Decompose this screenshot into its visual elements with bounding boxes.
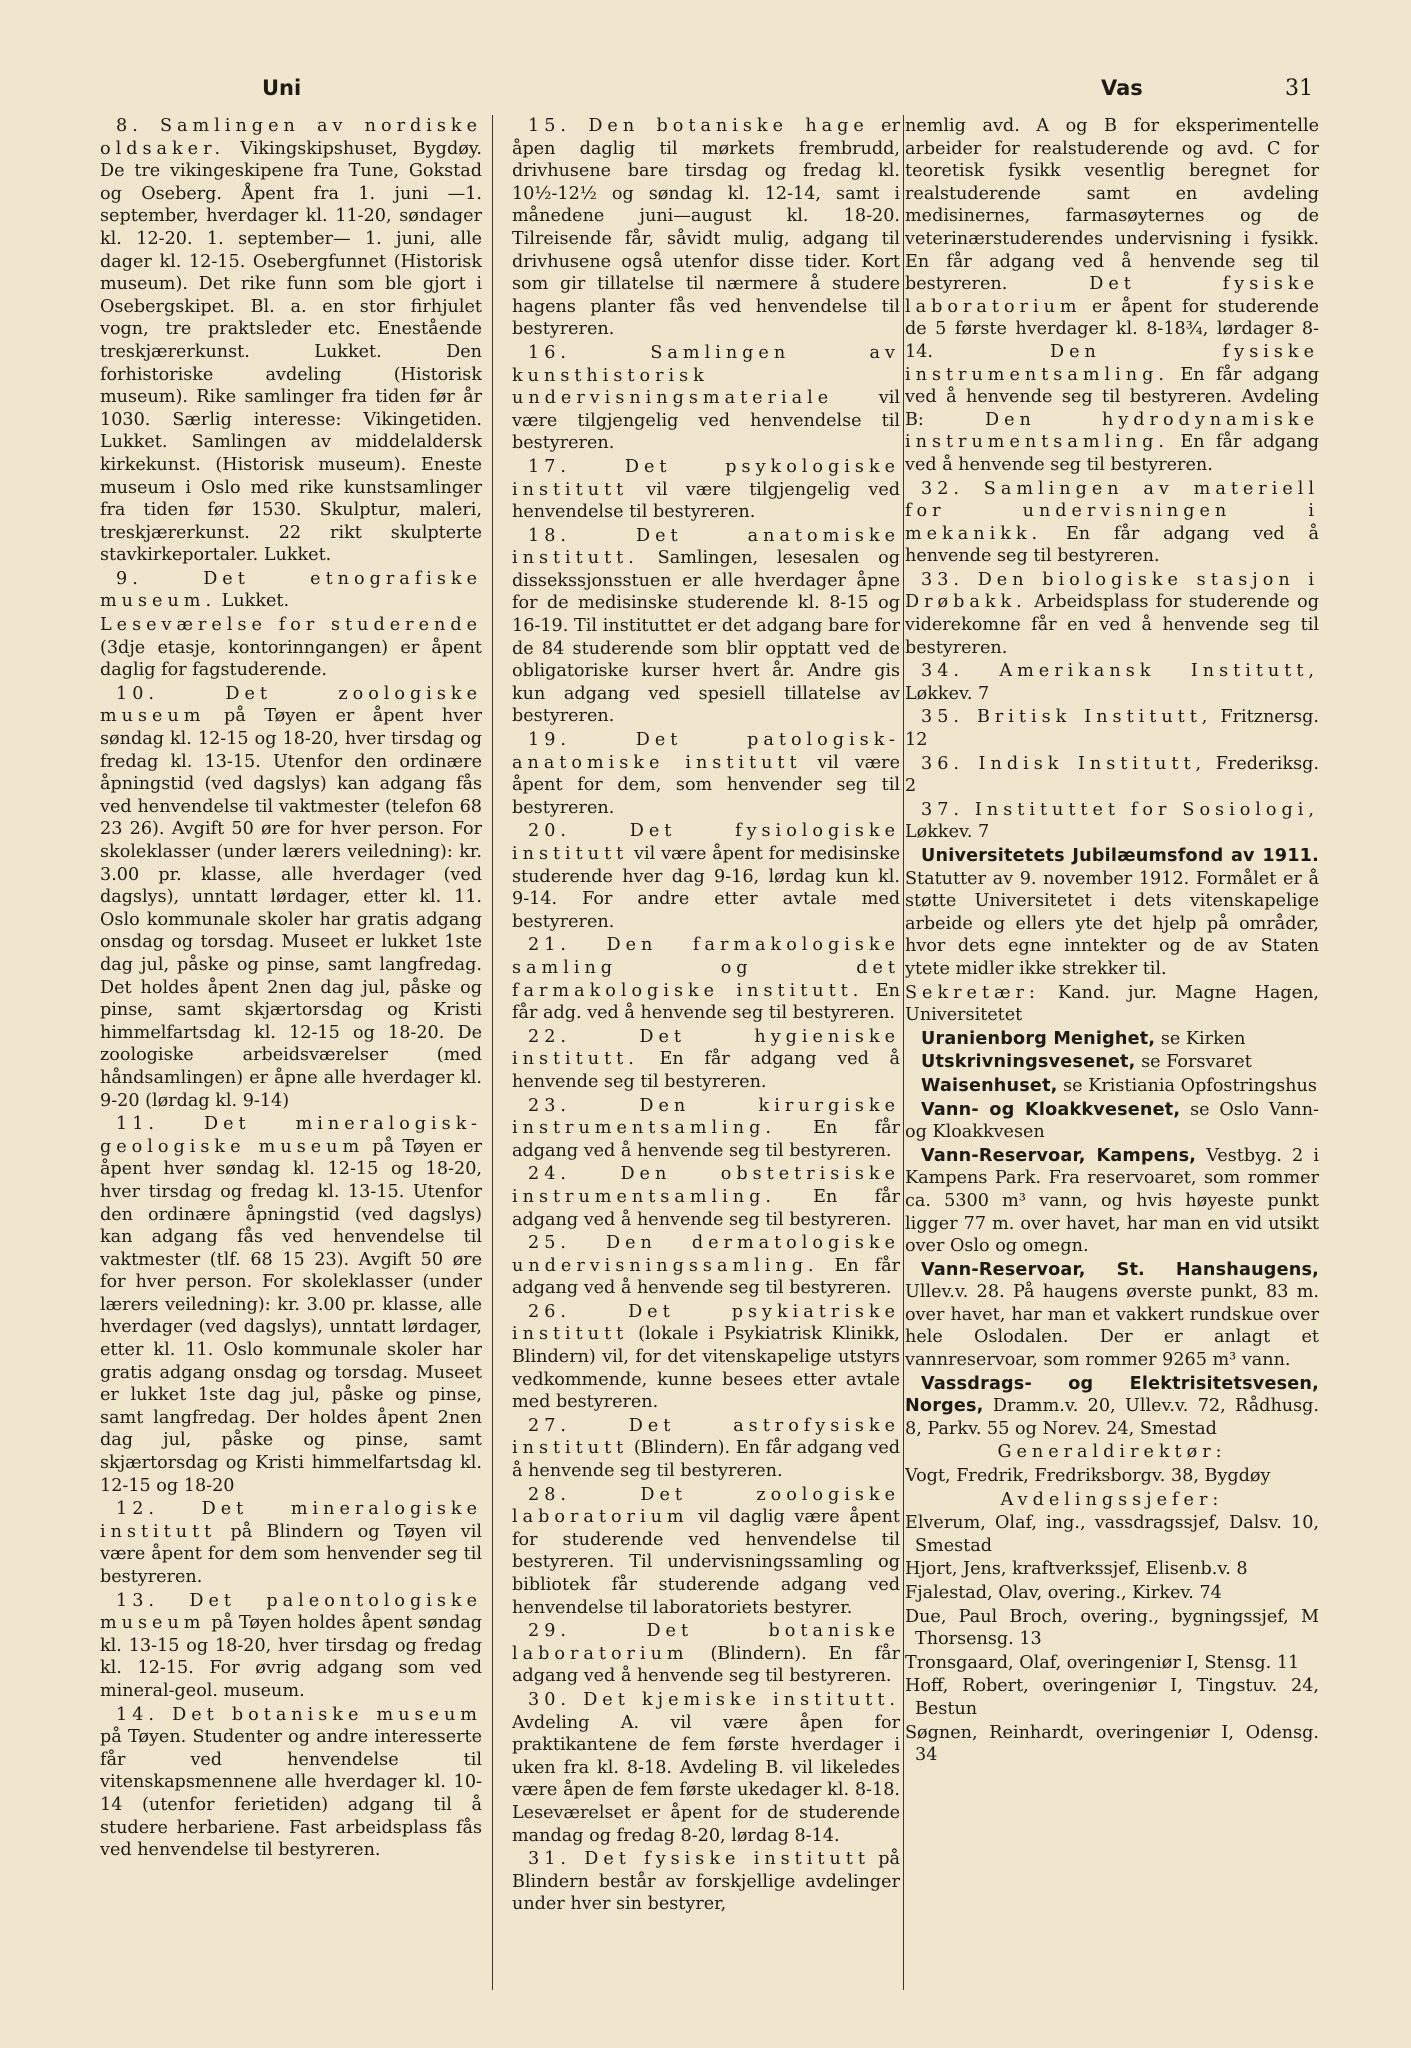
entry-text: Hoff, Robert, overingeniør I, Tingstuv. 24, Bestun [905, 1676, 1319, 1719]
entry-keyword: Vann-Reservoar, St. Hanshaugens, [921, 1259, 1319, 1280]
entry-text: Statutter av 9. november 1912. Formålet er å støtte Universitetet i dets vitenskapelige arbeide og ellers yte det hjelp på områder, hvor dets egne inntekter og de av Staten ytete midler ikke strekker til. [905, 868, 1319, 979]
entry-keyword: Universitetets Jubilæumsfond av 1911. [921, 846, 1319, 866]
entry-paragraph [512, 1232, 900, 1300]
entry-heading: 18. Det anatomiske institutt. [512, 525, 900, 569]
entry-paragraph [512, 1095, 900, 1163]
entry-heading: 32. Samlingen av materiell for undervisningen i mekanikk. [905, 478, 1319, 544]
entry-text: se Oslo Vann- og Kloakkvesen [905, 1099, 1319, 1143]
entry-text: er åpent for studerende de 5 første hverdager kl. 8-18¾, lørdager 8-14. [905, 296, 1319, 362]
entry-text: En får adgang ved å henvende seg til bestyreren. [512, 1255, 900, 1299]
entry-text: Tronsgaard, Olaf, overingeniør I, Stensg. 11 [905, 1652, 1300, 1673]
entry-text: En får adgang ved å henvende seg til bestyreren. [512, 1118, 900, 1161]
entry-text: på Blindern består av forskjellige avdelinger under hver sin bestyrer, [512, 1849, 900, 1915]
entry-text: på Tøyen er åpent hver søndag kl. 12-15 og 18-20, hver tirsdag og fredag kl. 13-15. Utenfor den ordinære åpningstid (ved dagslys) kan adgang fås ved henvendelse til vaktmester (tlf. 68 15 23). Avgift 50 øre for hver person. For skoleklasser (under lærers veiledning): kr. 3.00 pr. klasse, alle hverdager (ved dagslys), unntatt lørdager, etter kl. 11. Oslo kommunale skoler har gratis adgang onsdag og torsdag. Museet er lukket 1ste dag jul, påske og pinse, samt langfredag. Der holdes åpent 2nen dag jul, påske og pinse, samt skjærtorsdag og Kristi himmelfartsdag kl. 12-15 og 18-20 [100, 1136, 482, 1496]
entry-text: vil være tilgjengelig ved henvendelse til bestyreren. [512, 388, 900, 454]
entry-text: Dramm.v. 20, Ullev.v. 72, Rådhusg. 8, Parkv. 55 og Norev. 24, Smestad [905, 1396, 1319, 1439]
entry-text: Frederiksg. 2 [905, 753, 1319, 797]
entry-heading: 37. Instituttet for Sosiologi, [921, 799, 1319, 820]
section-heading: Avdelingssjefer: [1000, 1489, 1224, 1510]
entry-paragraph [905, 660, 1319, 705]
entry-paragraph [512, 1848, 900, 1916]
entry-heading: 12. Det mineralogiske institutt [100, 1499, 482, 1542]
entry-paragraph [512, 115, 900, 341]
entry-keyword: Vann-Reservoar, Kampens, [921, 1145, 1197, 1166]
entry-paragraph [905, 753, 1319, 798]
entry-heading: Den hydrodynamiske instrumentsamling. [905, 409, 1319, 453]
entry-paragraph [905, 982, 1319, 1027]
entry-keyword: Uranienborg Menighet, [921, 1028, 1156, 1049]
entry-text: (lokale i Psykiatrisk Klinikk, Blindern) vil, for det vitenskapelige utstyrs vedkommende, kunne besees etter avtale med bestyreren. [512, 1324, 900, 1413]
entry-heading: Sekretær: [905, 982, 1040, 1003]
entry-text: nemlig avd. A og B for eksperimentelle arbeider for realstuderende og avd. C for teoretisk fysikk vesentlig beregnet for realstuderende samt en avdeling medisinernes, farmasøyternes og de veterinærstuderendes undervisning i fysikk. En får adgang ved å henvende seg til bestyreren. [905, 116, 1319, 295]
entry-text: Samlingen, lesesalen og dissekssjonsstuen er alle hverdager åpne for de medisinske studerende kl. 8-15 og 16-19. Til instituttet er det adgang bare for de 84 studerende som blir opptatt ved de obligatoriske kurser hvert år. Andre gis kun adgang ved spesiell tillatelse av bestyreren. [512, 548, 900, 727]
entry-paragraph [905, 1558, 1319, 1581]
entry-text: se Forsvaret [1135, 1052, 1252, 1073]
entry-heading: 14. Det botaniske museum [116, 1704, 482, 1725]
entry-paragraph [905, 1489, 1319, 1512]
entry-paragraph [905, 1099, 1319, 1144]
entry-text: En får adgang ved å henvende seg til bestyreren. [905, 523, 1319, 567]
entry-text: En får adgang ved å henvende seg til bestyreren. Avdeling B: [905, 364, 1319, 430]
entry-paragraph [512, 1163, 900, 1231]
entry-text: Vestbyg. 2 i Kampens Park. Fra reservoaret, som rommer ca. 5300 m³ vann, og hvis høyeste punkt ligger 77 m. over havet, har man en vid utsikt over Oslo og omegn. [905, 1145, 1319, 1257]
entry-text: En får adgang ved å henvende seg til bestyreren. [512, 1049, 900, 1092]
entry-heading: 8. Samlingen av nordiske oldsaker. [100, 116, 482, 159]
entry-paragraph [905, 1722, 1319, 1767]
entry-heading: 15. Den botaniske hage [528, 116, 869, 136]
entry-keyword: Utskrivningsvesenet, [921, 1052, 1136, 1073]
entry-heading: 19. Det patologisk-anatomiske institutt [512, 730, 900, 773]
entry-text: Løkkev. 7 [905, 822, 990, 843]
entry-heading: 9. Det etnografiske museum. [100, 568, 482, 612]
entry-paragraph [512, 1484, 900, 1620]
entry-text: vil være åpent for medisinske studerende hver dag 9-16, lørdag kun kl. 9-14. For andre etter avtale med bestyreren. [512, 844, 900, 932]
header-left-guide-word: Uni [262, 76, 302, 100]
entry-paragraph [512, 342, 900, 455]
page-number: 31 [1285, 76, 1313, 101]
entry-paragraph [905, 1259, 1319, 1372]
entry-text: Vogt, Fredrik, Fredriksborgv. 38, Bygdøy [905, 1466, 1271, 1487]
entry-heading: 31. Det fysiske institutt [528, 1849, 870, 1870]
entry-heading: 34. Amerikansk Institutt, [921, 661, 1319, 682]
text-column-3 [905, 115, 1319, 1995]
entry-heading: 11. Det mineralogisk-geologiske museum [100, 1114, 482, 1157]
entry-paragraph [512, 729, 900, 819]
entry-paragraph [905, 1441, 1319, 1464]
entry-text: på Tøyen. Studenter og andre interesserte får ved henvendelse til vitenskapsmennene alle hverdager kl. 10-14 (utenfor ferietiden) adgang til å studere herbariene. Fast arbeidsplass fås ved henvendelse til bestyreren. [100, 1727, 482, 1861]
entry-heading: 24. Den obstetrisiske instrumentsamling. [512, 1164, 900, 1207]
entry-paragraph [905, 1512, 1319, 1557]
entry-paragraph [100, 1113, 482, 1497]
entry-text: vil være tilgjengelig ved henvendelse til bestyreren. [512, 479, 900, 523]
entry-keyword: Waisenhuset, [921, 1075, 1058, 1096]
entry-paragraph [100, 683, 482, 1112]
entry-text: Elverum, Olaf, ing., vassdragssjef, Dalsv. 10, Smestad [905, 1513, 1319, 1556]
entry-text: En får adgang ved å henvende seg til bestyreren. [512, 1186, 900, 1230]
entry-text: vil daglig være åpent for studerende ved henvendelse til bestyreren. Til undervisningssamling og bibliotek får studerende adgang ved henvendelse til laboratoriets bestyrer. [512, 1507, 900, 1618]
entry-text: Lukket. [216, 591, 290, 612]
entry-text: (3dje etasje, kontorinngangen) er åpent daglig for fagstuderende. [100, 637, 482, 681]
entry-text: Søgnen, Reinhardt, overingeniør I, Odensg. 34 [905, 1722, 1319, 1766]
entry-text: Ullev.v. 28. På haugens øverste punkt, 83 m. over havet, har man et vakkert rundskue over hele Oslodalen. Der er anlagt et vannreservoar, som rommer 9265 m³ vann. [905, 1282, 1319, 1371]
entry-paragraph [100, 1704, 482, 1862]
entry-paragraph [100, 614, 482, 682]
entry-paragraph [905, 478, 1319, 568]
entry-paragraph [512, 934, 900, 1024]
entry-paragraph [905, 1606, 1319, 1651]
entry-text: Arbeidsplass for studerende og viderekomne får en ved å henvende seg til bestyreren. [905, 592, 1319, 658]
entry-heading: 30. Det kjemiske institutt. [528, 1689, 900, 1710]
entry-text: Due, Paul Broch, overing., bygningssjef, M Thorsensg. 13 [905, 1606, 1319, 1650]
entry-heading: 25. Den dermatologiske undervisningssamling. [512, 1233, 900, 1276]
entry-paragraph [905, 569, 1319, 659]
text-column-2 [512, 115, 900, 1995]
entry-paragraph [905, 1028, 1319, 1051]
entry-text: Vikingskipshuset, Bygdøy. De tre vikingeskipene fra Tune, Gokstad og Oseberg. Åpent fra 1. juni —1. september, hverdager kl. 11-20, søndager kl. 12-20. 1. september— 1. juni, alle dager kl. 12-15. Osebergfunnet (Historisk museum). Det rike funn som ble gjort i Osebergskipet. Bl. a. en stor firhjulet vogn, tre praktsleder etc. Enestående treskjærerkunst. Lukket. Den forhistoriske avdeling (Historisk museum). Rike samlinger fra tiden før år 1030. Særlig interesse: Vikingetiden. Lukket. Samlingen av middelaldersk kirkekunst. (Historisk museum). Eneste museum i Oslo med rike kunstsamlinger fra tiden før 1530. Skulptur, maleri, treskjærerkunst. 22 rikt skulpterte stavkirkeportaler. Lukket. [100, 138, 482, 566]
entry-paragraph [512, 1026, 900, 1094]
entry-heading: Det fysiske laboratorium [905, 274, 1319, 317]
entry-heading: 10. Det zoologiske museum [100, 683, 482, 727]
entry-text: på Tøyen er åpent hver søndag kl. 12-15 og 18-20, hver tirsdag og fredag kl. 13-15. Utenfor den ordinære åpningstid (ved dagslys) kan adgang fås ved henvendelse til vaktmester (telefon 68 23 26). Avgift 50 øre for hver person. For skoleklasser (under lærers veiledning): kr. 3.00 pr. klasse, alle hverdager (ved dagslys), unntatt lørdager, etter kl. 11. Oslo kommunale skoler har gratis adgang onsdag og torsdag. Museet er lukket 1ste dag jul, påske og pinse, samt langfredag. Det holdes åpent 2nen dag jul, påske og pinse, samt skjærtorsdag og Kristi himmelfartsdag kl. 12-15 og 18-20. De zoologiske arbeidsværelser (med håndsamlingen) er åpne alle hverdager kl. 9-20 (lørdag kl. 9-14) [100, 706, 482, 1111]
entry-text: En får adgang ved å henvende seg til bestyreren. [905, 432, 1319, 475]
entry-paragraph [905, 1582, 1319, 1605]
entry-text: se Kristiania Opfostringshus [1057, 1075, 1317, 1096]
header-right-guide-word: Vas [1101, 76, 1143, 100]
entry-paragraph [100, 568, 482, 613]
entry-paragraph [905, 706, 1319, 751]
entry-paragraph [905, 1652, 1319, 1675]
entry-paragraph [512, 1689, 900, 1847]
section-heading: Generaldirektør: [997, 1442, 1227, 1463]
entry-text: (Blindern). En får adgang ved å henvende seg til bestyreren. [512, 1643, 900, 1687]
entry-text: på Blindern og Tøyen vil være åpent for dem som henvender seg til bestyreren. [100, 1521, 482, 1587]
entry-text: (Blindern). En får adgang ved å henvende seg til bestyreren. [512, 1438, 900, 1482]
entry-paragraph [512, 525, 900, 728]
entry-heading: 26. Det psykiatriske institutt [512, 1301, 900, 1345]
entry-text: Hjort, Jens, kraftverkssjef, Elisenb.v. 8 [905, 1559, 1248, 1580]
entry-paragraph [100, 1498, 482, 1588]
entry-keyword: Vann- og Kloakkvesenet, [921, 1099, 1181, 1120]
entry-text: på Tøyen holdes åpent søndag kl. 13-15 og 18-20, hver tirsdag og fredag kl. 12-15. For øvrig adgang som ved mineral-geol. museum. [100, 1613, 482, 1701]
entry-heading: 16. Samlingen av kunsthistorisk undervisningsmateriale [512, 342, 900, 409]
entry-paragraph [905, 845, 1319, 981]
entry-heading: 36. Indisk Institutt, [921, 753, 1207, 774]
entry-paragraph [905, 1145, 1319, 1258]
entry-heading: 29. Det botaniske laboratorium [512, 1621, 900, 1664]
entry-text: En får adg. ved å henvende seg til bestyreren. [512, 980, 900, 1024]
entry-text: se Kirken [1155, 1028, 1246, 1049]
entry-text: Løkkev. 7 [905, 683, 990, 704]
entry-text: er åpen daglig til mørkets frembrudd, drivhusene bare tirsdag og fredag kl. 10½-12½ og søndag kl. 12-14, samt i månedene juni—august kl. 18-20. Tilreisende får, såvidt mulig, adgang til drivhusene også utenfor disse tider. Kort som gir tillatelse til nærmere å studere hagens planter fås ved henvendelse til bestyreren. [512, 116, 900, 340]
entry-paragraph [512, 456, 900, 524]
entry-paragraph [100, 1590, 482, 1703]
entry-heading: 23. Den kirurgiske instrumentsamling. [512, 1095, 900, 1139]
entry-paragraph [905, 1075, 1319, 1098]
entry-keyword: Vassdrags- og Elektrisitetsvesen, Norges, [905, 1373, 1319, 1417]
entry-text: Avdeling A. vil være åpen for praktikantene de fem første hverdager i uken fra kl. 8-18. Avdeling B. vil likeledes være åpen de fem første ukedager kl. 8-18. Leseværelset er åpent for de studerende mandag og fredag 8-20, lørdag 8-14. [512, 1712, 900, 1846]
column-divider [492, 115, 493, 1990]
entry-paragraph [905, 115, 1319, 477]
entry-paragraph [512, 1415, 900, 1483]
entry-paragraph [100, 115, 482, 567]
entry-text: Kand. jur. Magne Hagen, Universitetet [905, 982, 1319, 1026]
entry-text: Fjalestad, Olav, overing., Kirkev. 74 [905, 1583, 1222, 1603]
entry-text: vil være åpent for dem, som henvender seg til bestyreren. [512, 752, 900, 818]
entry-paragraph [905, 1675, 1319, 1720]
entry-heading: 22. Det hygieniske institutt. [512, 1026, 900, 1070]
entry-paragraph [905, 799, 1319, 844]
entry-heading: Leseværelse for studerende [100, 615, 482, 636]
entry-heading: 33. Den biologiske stasjon i Drøbakk. [905, 569, 1319, 613]
entry-heading: 20. Det fysiologiske institutt [512, 821, 900, 864]
entry-heading: 35. Britisk Institutt, [921, 707, 1213, 728]
entry-paragraph [905, 1373, 1319, 1441]
entry-text: Fritznersg. 12 [905, 707, 1319, 751]
entry-heading: 28. Det zoologiske laboratorium [512, 1484, 900, 1528]
entry-paragraph [905, 1051, 1319, 1074]
entry-paragraph [512, 820, 900, 933]
entry-heading: 27. Det astrofysiske institutt [512, 1415, 900, 1459]
entry-paragraph [512, 1620, 900, 1688]
column-divider [903, 115, 904, 1990]
entry-heading: 13. Det paleontologiske museum [100, 1590, 482, 1634]
entry-heading: Den fysiske instrumentsamling. [905, 341, 1319, 385]
text-column-1 [100, 115, 482, 1995]
entry-paragraph [512, 1301, 900, 1414]
entry-heading: 21. Den farmakologiske samling og det farmakologiske institutt. [512, 935, 900, 1001]
entry-paragraph [905, 1465, 1319, 1488]
entry-heading: 17. Det psykologiske institutt [512, 456, 900, 500]
